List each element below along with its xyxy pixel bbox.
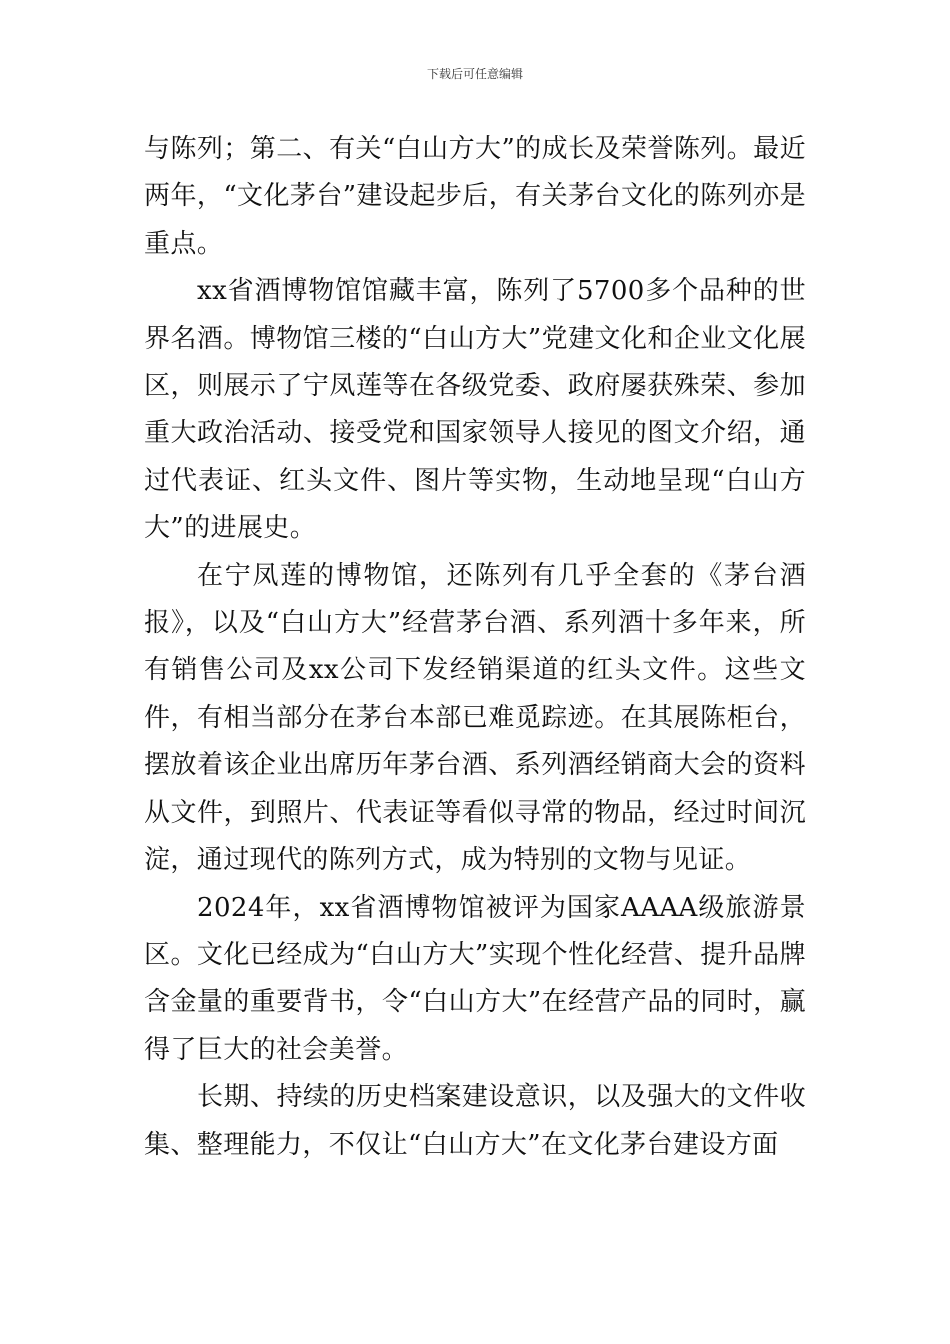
page-header: 下载后可任意编辑 <box>426 67 523 81</box>
document-body <box>144 126 806 1169</box>
paragraph: 2024年，xx省酒博物馆被评为国家AAAA级旅游景区。文化已经成为“白山方大”实现个性化经营、提升品牌含金量的重要背书，令“白山方大”在经营产品的同时，赢得了巨大的社会美誉。 <box>144 892 806 1065</box>
paragraph: 与陈列；第二、有关“白山方大”的成长及荣誉陈列。最近两年，“文化茅台”建设起步后，有关茅台文化的陈列亦是重点。 <box>144 134 806 259</box>
paragraph: 在宁凤莲的博物馆，还陈列有几乎全套的《茅台酒报》，以及“白山方大”经营茅台酒、系列酒十多年来，所有销售公司及xx公司下发经销渠道的红头文件。这些文件，有相当部分在茅台本部已难觅踪迹。在其展陈柜台，摆放着该企业出席历年茅台酒、系列酒经销商大会的资料从文件，到照片、代表证等看似寻常的物品，经过时间沉淀，通过现代的陈列方式，成为特别的文物与见证。 <box>144 560 806 876</box>
paragraph: 长期、持续的历史档案建设意识，以及强大的文件收集、整理能力，不仅让“白山方大”在文化茅台建设方面 <box>144 1082 806 1160</box>
paragraph: xx省酒博物馆馆藏丰富，陈列了5700多个品种的世界名酒。博物馆三楼的“白山方大”党建文化和企业文化展区，则展示了宁凤莲等在各级党委、政府屡获殊荣、参加重大政治活动、接受党和国家领导人接见的图文介绍，通过代表证、红头文件、图片等实物，生动地呈现“白山方大”的进展史。 <box>144 276 806 544</box>
